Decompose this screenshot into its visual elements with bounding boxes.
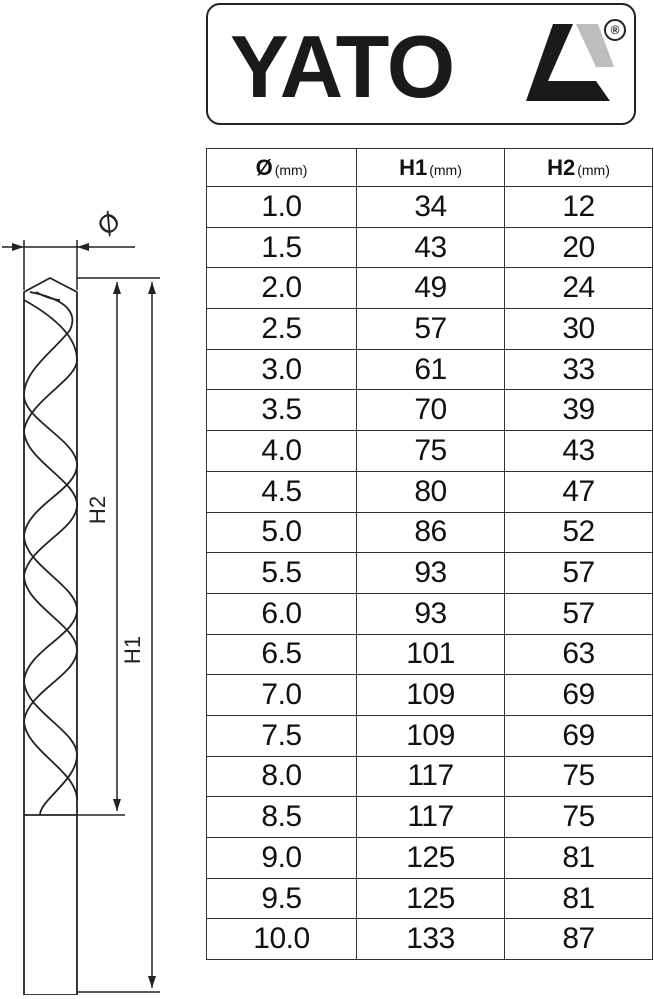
- cell-h2: 33: [505, 349, 653, 390]
- table-row: [207, 512, 653, 553]
- cell-h2: 24: [505, 268, 653, 309]
- cell-h2: 43: [505, 431, 653, 472]
- cell-h2: 87: [505, 919, 653, 960]
- cell-h2: 81: [505, 838, 653, 879]
- cell-h1: 86: [357, 512, 505, 553]
- brand-logo-box: [206, 3, 636, 125]
- cell-h2: 30: [505, 309, 653, 350]
- cell-diameter: 7.0: [207, 675, 357, 716]
- cell-h2: 69: [505, 715, 653, 756]
- cell-h2: 12: [505, 187, 653, 228]
- cell-h1: 101: [357, 634, 505, 675]
- drill-bit-diagram: [0, 195, 200, 995]
- cell-diameter: 5.5: [207, 553, 357, 594]
- diameter-label: Ø: [90, 205, 127, 242]
- cell-h2: 39: [505, 390, 653, 431]
- cell-diameter: 2.0: [207, 268, 357, 309]
- h2-dimension: [77, 282, 125, 815]
- cell-h1: 75: [357, 431, 505, 472]
- cell-h2: 75: [505, 797, 653, 838]
- diameter-dimension: [2, 240, 135, 290]
- cell-h1: 117: [357, 797, 505, 838]
- cell-h1: 133: [357, 919, 505, 960]
- cell-h1: 34: [357, 187, 505, 228]
- table-row: [207, 431, 653, 472]
- table-row: [207, 390, 653, 431]
- cell-diameter: 4.5: [207, 471, 357, 512]
- table-row: [207, 309, 653, 350]
- cell-diameter: 5.0: [207, 512, 357, 553]
- cell-h1: 117: [357, 756, 505, 797]
- table-row: [207, 797, 653, 838]
- cell-diameter: 3.0: [207, 349, 357, 390]
- cell-diameter: 6.5: [207, 634, 357, 675]
- cell-diameter: 9.0: [207, 838, 357, 879]
- cell-h2: 69: [505, 675, 653, 716]
- header-h2: H2 (mm): [505, 149, 653, 187]
- cell-h2: 81: [505, 878, 653, 919]
- table-row: [207, 553, 653, 594]
- table-row: [207, 675, 653, 716]
- cell-h2: 75: [505, 756, 653, 797]
- table-row: [207, 878, 653, 919]
- cell-diameter: 7.5: [207, 715, 357, 756]
- table-row: [207, 268, 653, 309]
- cell-h2: 57: [505, 593, 653, 634]
- cell-h2: 20: [505, 227, 653, 268]
- table-row: [207, 593, 653, 634]
- cell-h1: 93: [357, 593, 505, 634]
- cell-diameter: 3.5: [207, 390, 357, 431]
- cell-diameter: 4.0: [207, 431, 357, 472]
- header-h1: H1 (mm): [357, 149, 505, 187]
- drill-size-table: [206, 148, 653, 960]
- table-row: [207, 471, 653, 512]
- cell-h1: 109: [357, 715, 505, 756]
- brand-logo-text: YATO: [230, 17, 455, 116]
- cell-h2: 52: [505, 512, 653, 553]
- brand-logo-mark-icon: [518, 19, 618, 109]
- h1-dimension: [77, 278, 160, 992]
- cell-h2: 47: [505, 471, 653, 512]
- cell-h1: 93: [357, 553, 505, 594]
- h1-label: H1: [120, 635, 145, 665]
- cell-h2: 63: [505, 634, 653, 675]
- table-row: [207, 634, 653, 675]
- cell-h1: 49: [357, 268, 505, 309]
- cell-h1: 109: [357, 675, 505, 716]
- cell-h1: 61: [357, 349, 505, 390]
- h2-label: H2: [85, 495, 110, 525]
- registered-mark-icon: ®: [604, 19, 626, 41]
- cell-diameter: 8.5: [207, 797, 357, 838]
- table-row: [207, 349, 653, 390]
- cell-diameter: 2.5: [207, 309, 357, 350]
- cell-diameter: 1.0: [207, 187, 357, 228]
- table-header-row: [207, 149, 653, 187]
- cell-h1: 57: [357, 309, 505, 350]
- drill-bit-body: [24, 278, 77, 995]
- cell-h2: 57: [505, 553, 653, 594]
- cell-h1: 80: [357, 471, 505, 512]
- table-row: [207, 227, 653, 268]
- header-diameter: Ø (mm): [207, 149, 357, 187]
- cell-diameter: 8.0: [207, 756, 357, 797]
- cell-diameter: 10.0: [207, 919, 357, 960]
- cell-h1: 125: [357, 838, 505, 879]
- cell-diameter: 6.0: [207, 593, 357, 634]
- table-row: [207, 919, 653, 960]
- table-row: [207, 187, 653, 228]
- table-row: [207, 715, 653, 756]
- cell-diameter: 1.5: [207, 227, 357, 268]
- cell-h1: 125: [357, 878, 505, 919]
- cell-h1: 43: [357, 227, 505, 268]
- table-row: [207, 756, 653, 797]
- cell-diameter: 9.5: [207, 878, 357, 919]
- table-row: [207, 838, 653, 879]
- cell-h1: 70: [357, 390, 505, 431]
